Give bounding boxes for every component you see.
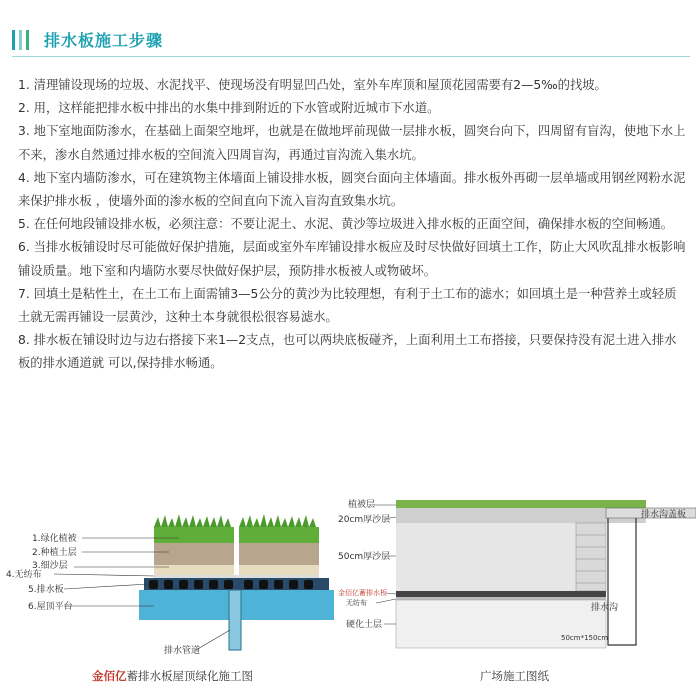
step-item: 4. 地下室内墙防渗水，可在建筑物主体墙面上铺设排水板，圆突台面向主体墙面。排水板外再砌一层单墙或用钢丝网粉水泥来保护排水板 ，使墙外面的渗水板的空间直向下流入盲沟直致集水坑。 <box>18 170 686 209</box>
drain-pipe <box>229 590 241 650</box>
caption-text: 蓄排水板屋顶绿化施工图 <box>126 669 253 683</box>
layer-label: 2.种植土层 <box>32 548 77 558</box>
layer-label: 4.无纺布 <box>6 570 42 580</box>
step-item: 5. 在任何地段铺设排水板，必须注意：不要让泥土、水泥、黄沙等垃圾进入排水板的正面空间，确保排水板的空间畅通。 <box>18 217 674 232</box>
layer-label: 无纺布 <box>346 599 367 607</box>
step-item: 6. 当排水板铺设时尽可能做好保护措施，层面或室外车库铺设排水板应及时尽快做好回填土工作，防止大风吹乱排水板影响铺设质量。地下室和内墙防水要尽快做好保护层，预防排水板被人或物破坏。 <box>18 240 686 278</box>
fabric-layer <box>154 575 319 578</box>
soil-layer <box>154 543 234 565</box>
header-divider <box>12 56 690 57</box>
step-item: 1. 清理铺设现场的垃圾、水泥找平、使现场没有明显凹凸处，室外车库顶和屋顶花园需要有2—5‰的找坡。 <box>18 78 607 92</box>
sand-50-layer <box>396 523 576 591</box>
layer-label: 硬化土层 <box>346 620 383 630</box>
fabric-layer <box>396 597 606 600</box>
layer-label: 植被层 <box>348 500 376 510</box>
sand-layer <box>154 565 234 575</box>
vegetation-layer <box>396 500 646 508</box>
layer-label: 金佰亿蓄排水板 <box>338 589 387 597</box>
grass-layer <box>154 514 319 543</box>
layer-label: 5.排水板 <box>28 585 64 595</box>
step-item: 2. 用，这样能把排水板中排出的水集中排到附近的下水管或附近城市下水道。 <box>18 101 440 116</box>
ditch-label: 排水沟 <box>591 603 619 613</box>
brand-name: 金佰亿 <box>92 669 127 683</box>
layer-label: 3.细沙层 <box>32 561 68 571</box>
step-item: 3. 地下室地面防渗水，在基础上面架空地坪，也就是在做地坪前现做一层排水板，圆突台向下，四周留有盲沟，使地下水上不来，渗水自然通过排水板的空间流入四周盲沟，再通过盲沟流入集水坑。 <box>18 124 686 162</box>
layer-label: 50cm厚沙层 <box>338 552 391 562</box>
brick-wall <box>576 523 606 591</box>
left-diagram-caption <box>92 668 253 684</box>
layer-label: 20cm厚沙层 <box>338 515 391 525</box>
drain-board-layer <box>396 591 606 597</box>
ditch-size: 50cm*150cm <box>561 634 609 642</box>
step-item: 7. 回填土是粘性土，在土工布上面需铺3—5公分的黄沙为比较理想，有利于土工布的滤水；如回填土是一种营养土或轻质土就无需再铺设一层黄沙，这种土本身就很松很容易滤水。 <box>18 286 677 325</box>
steps-list <box>18 74 688 376</box>
layer-label: 1.绿化植被 <box>32 534 77 544</box>
pipe-label: 排水管道 <box>164 646 201 656</box>
page-title: 排水板施工步骤 <box>44 31 164 50</box>
square-construction-diagram <box>336 495 696 665</box>
section-header <box>0 0 700 62</box>
right-diagram-caption: 广场施工图纸 <box>480 669 549 683</box>
drain-board-layer <box>144 578 329 590</box>
drain-ditch <box>608 518 636 645</box>
step-item: 8. 排水板在铺设时边与边右搭接下来1—2支点，也可以两块底板碰齐，上面利用土工布搭接，只要保持没有泥土进入排水板的排水通道就 可以,保持排水畅通。 <box>18 333 677 371</box>
roof-greening-diagram <box>4 505 344 665</box>
cover-label: 排水沟盖板 <box>641 510 687 520</box>
layer-label: 6.屋顶平台 <box>28 602 73 612</box>
